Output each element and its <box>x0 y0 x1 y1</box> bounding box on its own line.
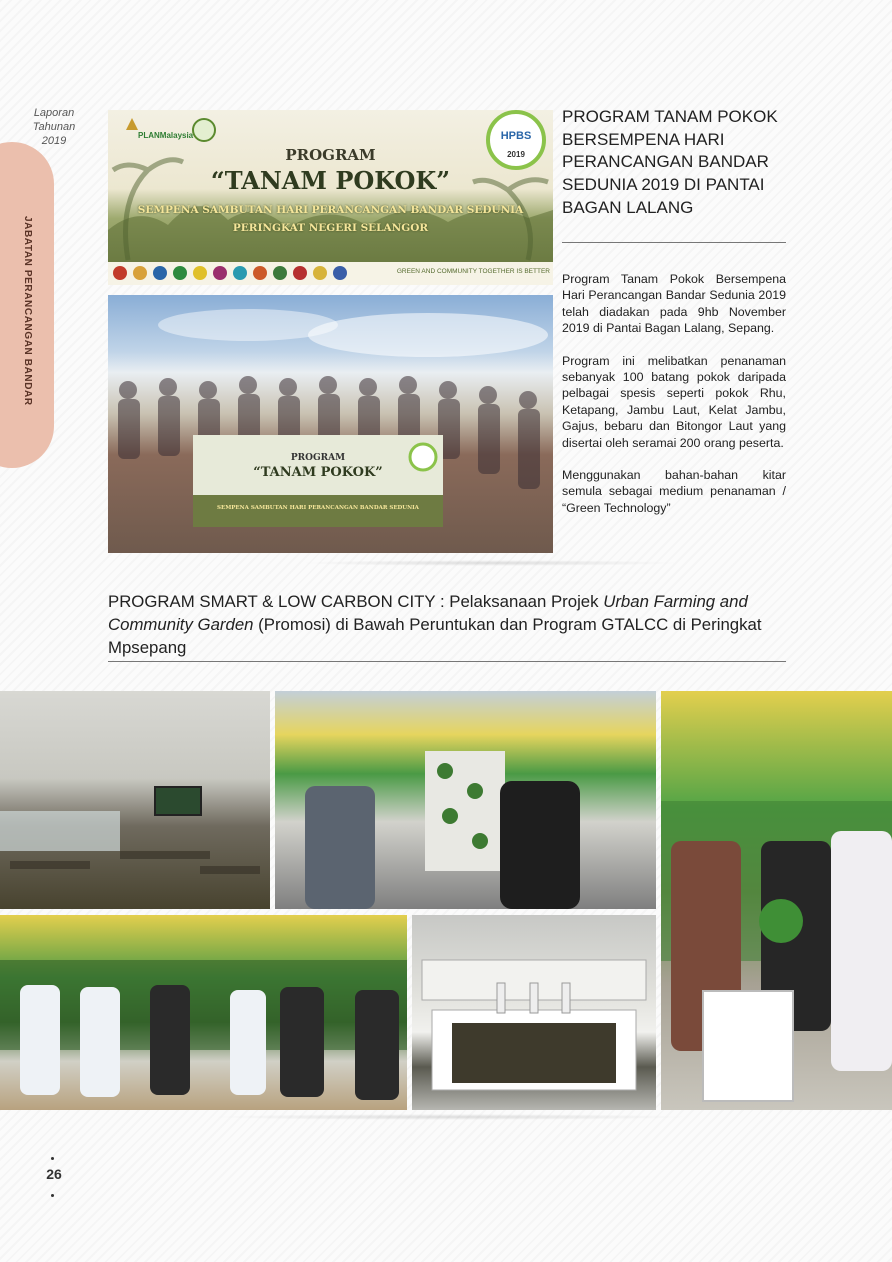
held-banner-main: “TANAM POKOK” <box>253 465 383 480</box>
plant-showcase-photo <box>661 691 892 1110</box>
section-title-part1: PROGRAM SMART & LOW CARBON CITY : Pelaksanaan Projek <box>108 592 604 611</box>
article-title: PROGRAM TANAM POKOK BERSEMPENA HARI PERANCANGAN BANDAR SEDUNIA 2019 DI PANTAI BAGAN LALANG <box>562 107 778 217</box>
page-dot <box>51 1157 54 1160</box>
cafe-interior-photo <box>0 691 270 909</box>
report-label-line: Tahunan <box>32 121 76 133</box>
hpbs-label: HPBS <box>500 130 532 142</box>
banner-title-main: “TANAM POKOK” <box>210 166 451 195</box>
aquaponics-tank-photo <box>412 915 656 1110</box>
page-number: 26 <box>46 1166 62 1182</box>
banner-subtitle-1: SEMPENA SAMBUTAN HARI PERANCANGAN BANDAR SEDUNIA <box>137 204 524 216</box>
vertical-garden-visit-photo <box>275 691 656 909</box>
program-banner-image <box>108 110 553 285</box>
crest-icon <box>126 118 138 130</box>
report-label <box>24 106 84 148</box>
pb-logo-icon <box>193 119 215 141</box>
section-title <box>108 590 788 659</box>
photo-shadow <box>300 560 680 566</box>
article-body <box>562 271 786 532</box>
held-banner-sub: SEMPENA SAMBUTAN HARI PERANCANGAN BANDAR SEDUNIA <box>217 505 419 511</box>
article-paragraph: Program Tanam Pokok Bersempena Hari Perancangan Bandar Sedunia 2019 telah diadakan pada 9hb November 2019 di Pantai Bagan Lalang, Sepang. <box>562 272 786 336</box>
banner-subtitle-2: PERINGKAT NEGERI SELANGOR <box>232 222 429 234</box>
section-title-part2: (Promosi) di Bawah Peruntukan dan Program GTALCC di Peringkat Mpsepang <box>108 615 762 657</box>
hpbs-year: 2019 <box>507 150 525 159</box>
section-title-italic: Urban Farming and Community Garden <box>108 592 748 634</box>
title-divider <box>562 242 786 243</box>
department-label-text: JABATAN PERANCANGAN BANDAR <box>22 216 33 406</box>
report-label-line: Laporan <box>33 107 75 119</box>
banner-tagline: GREEN AND COMMUNITY TOGETHER IS BETTER <box>396 268 550 275</box>
report-label-line: 2019 <box>41 135 67 147</box>
department-label <box>22 216 41 406</box>
group-garden-photo <box>0 915 407 1110</box>
held-banner-program: PROGRAM <box>290 453 346 463</box>
banner-title-program: PROGRAM <box>285 146 376 164</box>
group-photo <box>108 295 553 553</box>
article-paragraph: Menggunakan bahan-bahan kitar semula sebagai medium penanaman / “Green Technology” <box>562 468 786 515</box>
article-paragraph: Program ini melibatkan penanaman sebanyak 100 batang pokok daripada pelbagai spesis seperti pokok Rhu, Ketapang, Jambu Laut, Kelat Jambu, Gajus, bebaru dan Bitongor Laut yang disertai oleh seramai 200 orang peserta. <box>562 353 786 450</box>
section-divider <box>108 661 786 662</box>
collage-shadow <box>210 1114 690 1120</box>
page-dot <box>51 1194 54 1197</box>
banner-logo-text: PLANMalaysia <box>138 131 194 140</box>
